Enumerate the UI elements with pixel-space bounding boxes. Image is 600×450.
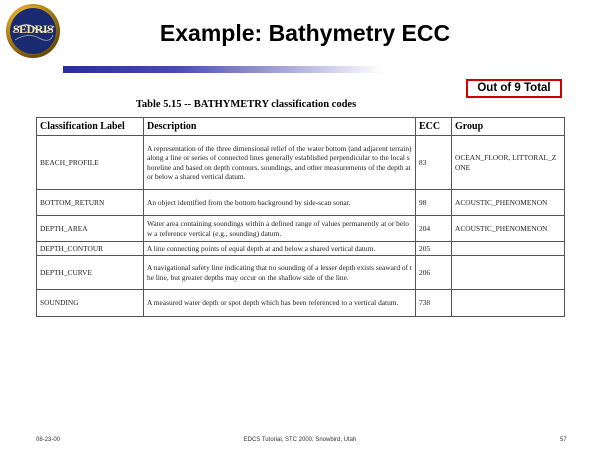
cell-ecc: 204 [416, 216, 452, 242]
title-underline-bar [63, 66, 383, 73]
footer-event: EDCS Tutorial, STC 2000, Snowbird, Utah [243, 437, 357, 443]
cell-ecc: 206 [416, 256, 452, 290]
table-caption: Table 5.15 -- BATHYMETRY classification codes [135, 99, 357, 110]
cell-ecc: 83 [416, 136, 452, 190]
cell-ecc: 205 [416, 242, 452, 256]
footer-page-number: 57 [560, 437, 567, 443]
cell-label: DEPTH_AREA [37, 216, 144, 242]
cell-description: A navigational safety line indicating that no sounding of a lesser depth exists seaward of the line, but greater depths may occur on the shallow side of the line. [144, 256, 416, 290]
cell-label: BOTTOM_RETURN [37, 190, 144, 216]
bathymetry-ecc-table [36, 117, 565, 317]
cell-group: ACOUSTIC_PHENOMENON [452, 216, 565, 242]
table-row [37, 216, 565, 242]
cell-description: An object identified from the bottom background by side-scan sonar. [144, 190, 416, 216]
cell-label: DEPTH_CONTOUR [37, 242, 144, 256]
cell-group: ACOUSTIC_PHENOMENON [452, 190, 565, 216]
footer-date: 08-23-00 [36, 437, 61, 443]
slide-title: Example: Bathymetry ECC [159, 20, 451, 46]
table-row [37, 256, 565, 290]
table-row [37, 290, 565, 317]
cell-description: A measured water depth or spot depth which has been referenced to a vertical datum. [144, 290, 416, 317]
header-classification-label: Classification Label [37, 118, 144, 136]
table-row [37, 242, 565, 256]
cell-label: SOUNDING [37, 290, 144, 317]
cell-ecc: 738 [416, 290, 452, 317]
logo-text: SEDRIS [12, 22, 54, 36]
table-row [37, 190, 565, 216]
header-group: Group [452, 118, 565, 136]
cell-description: A line connecting points of equal depth at and below a shared vertical datum. [144, 242, 416, 256]
cell-ecc: 98 [416, 190, 452, 216]
sedris-logo [4, 2, 62, 60]
cell-group [452, 290, 565, 317]
table-row [37, 136, 565, 190]
table-header-row [37, 118, 565, 136]
cell-description: A representation of the three dimensional relief of the water bottom (and adjacent terrain) along a line or series of connected lines generally established perpendicular to the local shoreline and based on depth contours, soundings, and other measurements of the depth at or below a shared vertical datum. [144, 136, 416, 190]
header-ecc: ECC [416, 118, 452, 136]
cell-description: Water area containing soundings within a defined range of values permanently at or below a reference vertical (e.g., sounding) datum. [144, 216, 416, 242]
cell-label: BEACH_PROFILE [37, 136, 144, 190]
cell-label: DEPTH_CURVE [37, 256, 144, 290]
cell-group [452, 256, 565, 290]
header-description: Description [144, 118, 416, 136]
cell-group: OCEAN_FLOOR, LITTORAL_ZONE [452, 136, 565, 190]
total-count-badge: Out of 9 Total [466, 79, 562, 98]
cell-group [452, 242, 565, 256]
